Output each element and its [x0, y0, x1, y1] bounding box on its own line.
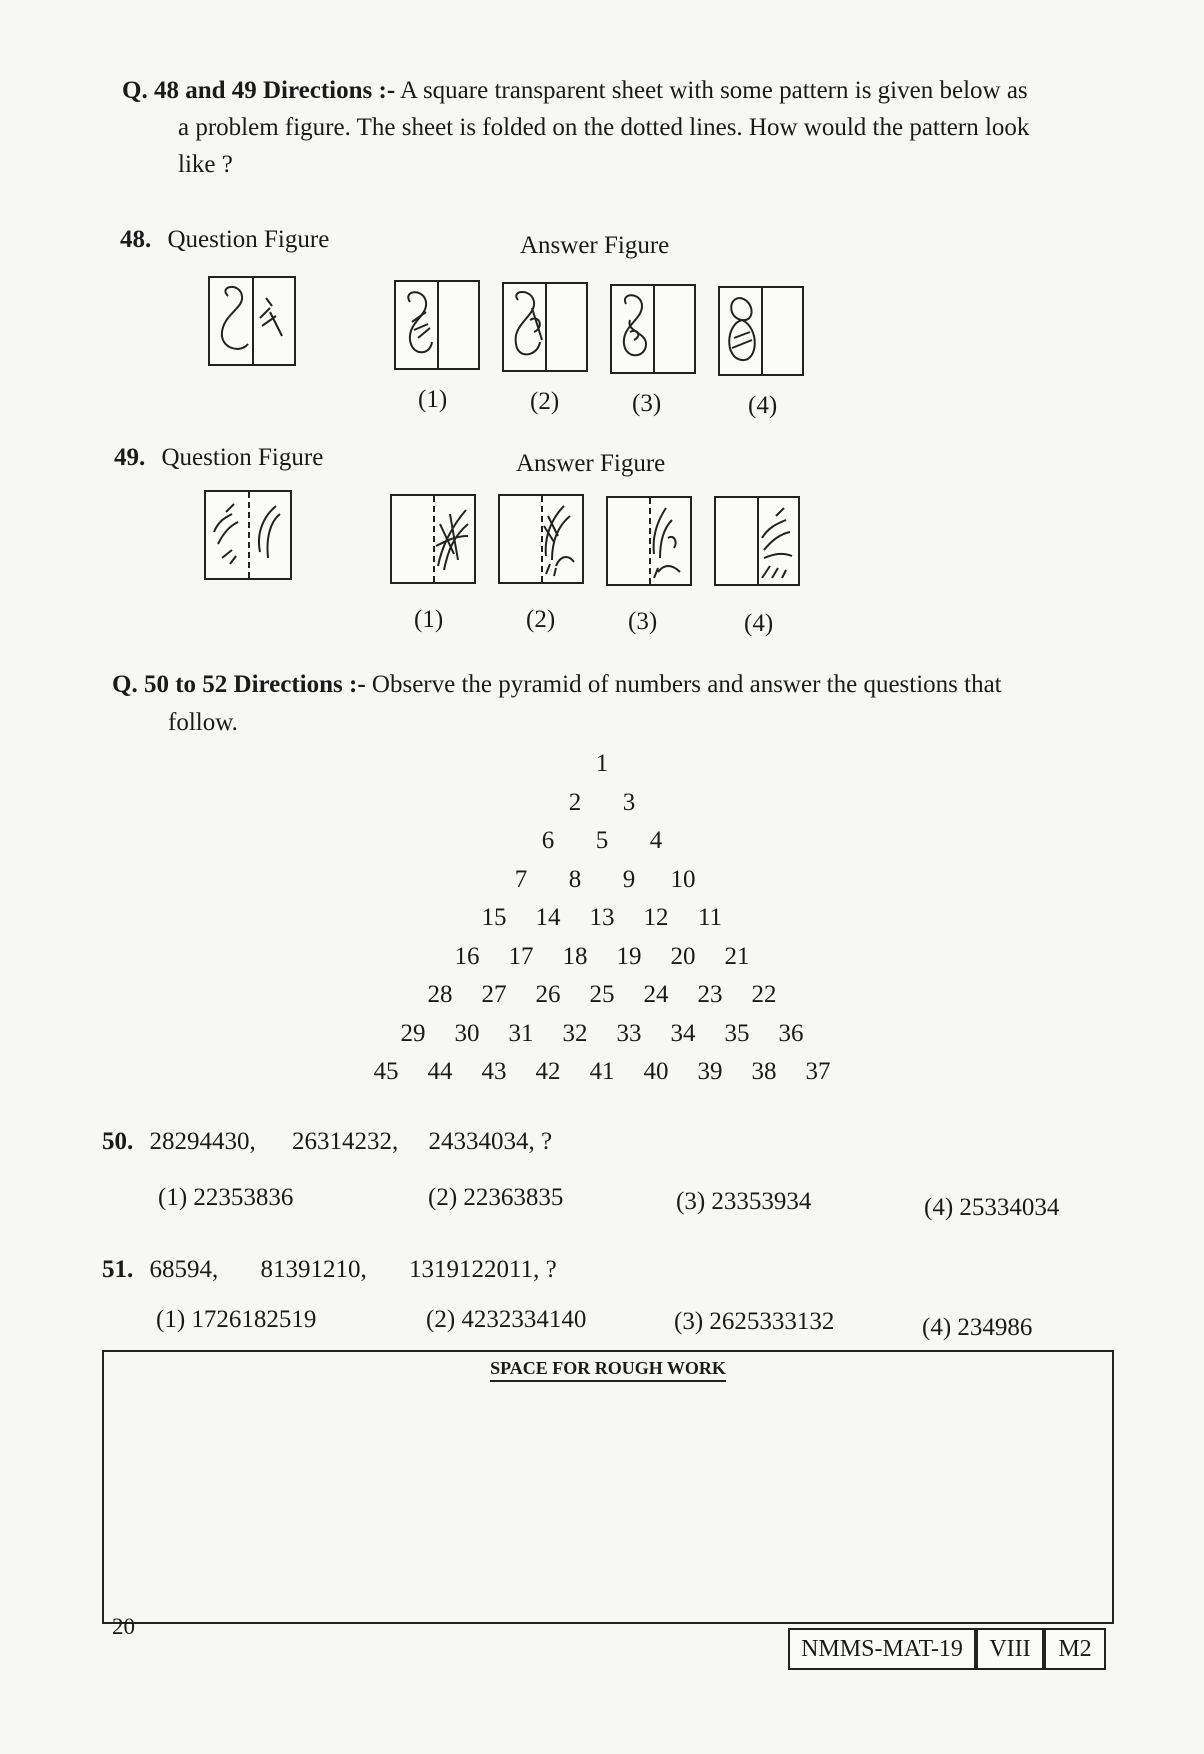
pyramid-number: 8: [568, 865, 582, 893]
page-number: 20: [112, 1614, 135, 1639]
pyramid-number: 18: [562, 942, 588, 970]
pyramid-row: [0, 866, 1204, 894]
pyramid-number: 2: [568, 788, 582, 816]
pyramid-number: 33: [616, 1019, 642, 1047]
q48-answer-1-pattern: [396, 282, 478, 368]
pyramid-row: [0, 750, 1204, 778]
pyramid-number: 31: [508, 1019, 534, 1047]
q49-answer-3-pattern: [608, 498, 690, 584]
directions-50-52-line1: Observe the pyramid of numbers and answer the questions that: [371, 671, 1002, 698]
q49-question-figure: [204, 490, 292, 580]
directions-48-49-line2: a problem figure. The sheet is folded on the dotted lines. How would the pattern look: [178, 114, 1030, 141]
q48-question-figure: [208, 276, 296, 366]
pyramid-number: 17: [508, 942, 534, 970]
pyramid-number: 39: [697, 1058, 723, 1085]
pyramid-number: 9: [622, 865, 636, 893]
pyramid-number: 13: [589, 904, 615, 931]
pyramid-number: 38: [751, 1058, 777, 1085]
pyramid-number: 25: [589, 981, 615, 1008]
pyramid-number: 40: [643, 1058, 669, 1085]
pyramid-number: 16: [454, 942, 480, 970]
directions-50-52: [112, 666, 1132, 742]
footer-code: NMMS-MAT-19: [788, 1628, 976, 1670]
q49-question-label: Question Figure: [161, 444, 324, 471]
q48-answer-2-pattern: [504, 284, 586, 370]
q48-answer-2[interactable]: [502, 282, 588, 372]
q49-option-label-1: (1): [414, 606, 444, 633]
pyramid-number: 24: [643, 981, 669, 1008]
directions-48-49-label: Q. 48 and 49 Directions :-: [122, 77, 396, 104]
q49-answer-4-pattern: [716, 498, 798, 584]
q51-option-1[interactable]: (1) 1726182519: [156, 1306, 317, 1333]
q49-question-pattern: [206, 492, 290, 578]
q51-option-2[interactable]: (2) 4232334140: [426, 1306, 587, 1333]
q49-answer-1[interactable]: [390, 494, 476, 584]
q50-term-2: 26314232,: [292, 1128, 399, 1155]
directions-50-52-line2: follow.: [168, 709, 238, 736]
pyramid-number: 3: [622, 788, 636, 816]
q49-option-label-4: (4): [744, 610, 774, 637]
q51-option-4[interactable]: (4) 234986: [922, 1314, 1033, 1341]
pyramid-number: 22: [751, 981, 777, 1008]
pyramid-number: 12: [643, 904, 669, 931]
q49-answer-2[interactable]: [498, 494, 584, 584]
q49-answer-2-pattern: [500, 496, 582, 582]
q49-answer-label: Answer Figure: [516, 450, 666, 477]
q49-option-label-2: (2): [526, 606, 556, 633]
q48-option-label-4: (4): [748, 392, 778, 419]
pyramid-number: 27: [481, 981, 507, 1008]
q48-answer-1[interactable]: [394, 280, 480, 370]
pyramid-number: 11: [697, 904, 723, 931]
pyramid-number: 7: [514, 865, 528, 893]
pyramid-number: 1: [595, 750, 609, 777]
pyramid-row: [0, 1020, 1204, 1048]
pyramid-number: 20: [670, 942, 696, 970]
rough-work-box: [102, 1350, 1114, 1624]
q48-answer-3[interactable]: [610, 284, 696, 374]
directions-48-49-line1: A square transparent sheet with some pattern is given below as: [400, 77, 1028, 104]
pyramid-number: 21: [724, 942, 750, 970]
q48-answer-4[interactable]: [718, 286, 804, 376]
q48-option-label-2: (2): [530, 388, 560, 415]
pyramid-row: [0, 827, 1204, 855]
q51-number: 51.: [102, 1256, 134, 1283]
q49-answer-1-pattern: [392, 496, 474, 582]
pyramid-number: 6: [541, 827, 555, 854]
footer-set: M2: [1044, 1628, 1106, 1670]
directions-50-52-label: Q. 50 to 52 Directions :-: [112, 671, 366, 698]
pyramid-row: [0, 904, 1204, 932]
q50-option-3[interactable]: (3) 23353934: [676, 1188, 812, 1215]
pyramid-number: 36: [778, 1019, 804, 1047]
pyramid-number: 37: [805, 1058, 831, 1085]
pyramid-number: 4: [649, 827, 663, 854]
q49-answer-4[interactable]: [714, 496, 800, 586]
pyramid-row: [0, 943, 1204, 971]
rough-work-title: SPACE FOR ROUGH WORK: [104, 1358, 1112, 1379]
pyramid-number: 19: [616, 942, 642, 970]
pyramid-number: 41: [589, 1058, 615, 1085]
q51-option-3[interactable]: (3) 2625333132: [674, 1308, 835, 1335]
q49-header: [114, 444, 323, 472]
pyramid-number: 35: [724, 1019, 750, 1047]
pyramid-number: 14: [535, 904, 561, 931]
q49-number: 49.: [114, 444, 146, 471]
pyramid-number: 5: [595, 827, 609, 854]
pyramid-number: 45: [373, 1058, 399, 1085]
q50-series: [102, 1128, 552, 1156]
q48-answer-4-pattern: [720, 288, 802, 374]
pyramid-number: 34: [670, 1019, 696, 1047]
pyramid-row: [0, 981, 1204, 1009]
q49-answer-3[interactable]: [606, 496, 692, 586]
q48-answer-label: Answer Figure: [520, 232, 670, 259]
q48-option-label-3: (3): [632, 390, 662, 417]
q48-header: [120, 226, 329, 254]
pyramid-number: 44: [427, 1058, 453, 1085]
q48-question-pattern: [210, 278, 294, 364]
pyramid-number: 30: [454, 1019, 480, 1047]
q51-series: [102, 1256, 557, 1284]
footer-class: VIII: [976, 1628, 1044, 1670]
q50-term-1: 28294430,: [149, 1128, 256, 1155]
pyramid-number: 42: [535, 1058, 561, 1085]
q50-option-4[interactable]: (4) 25334034: [924, 1194, 1060, 1221]
directions-48-49-line3: like ?: [178, 151, 233, 178]
q50-term-3: 24334034, ?: [428, 1128, 553, 1155]
q48-option-label-1: (1): [418, 386, 448, 413]
q48-question-label: Question Figure: [167, 226, 330, 253]
q48-number: 48.: [120, 226, 152, 253]
pyramid-row: [0, 1058, 1204, 1086]
pyramid-number: 15: [481, 904, 507, 931]
q51-term-2: 81391210,: [260, 1256, 367, 1283]
q48-answer-3-pattern: [612, 286, 694, 372]
q50-number: 50.: [102, 1128, 134, 1155]
q50-option-1[interactable]: (1) 22353836: [158, 1184, 294, 1211]
pyramid-number: 10: [670, 865, 696, 893]
q51-term-3: 1319122011, ?: [409, 1256, 557, 1283]
pyramid-number: 32: [562, 1019, 588, 1047]
pyramid-number: 29: [400, 1019, 426, 1047]
q50-option-2[interactable]: (2) 22363835: [428, 1184, 564, 1211]
directions-48-49: [122, 72, 1142, 183]
pyramid-number: 28: [427, 981, 453, 1008]
q49-option-label-3: (3): [628, 608, 658, 635]
pyramid-number: 23: [697, 981, 723, 1008]
pyramid-number: 26: [535, 981, 561, 1008]
pyramid-row: [0, 789, 1204, 817]
q51-term-1: 68594,: [149, 1256, 219, 1283]
pyramid-number: 43: [481, 1058, 507, 1085]
